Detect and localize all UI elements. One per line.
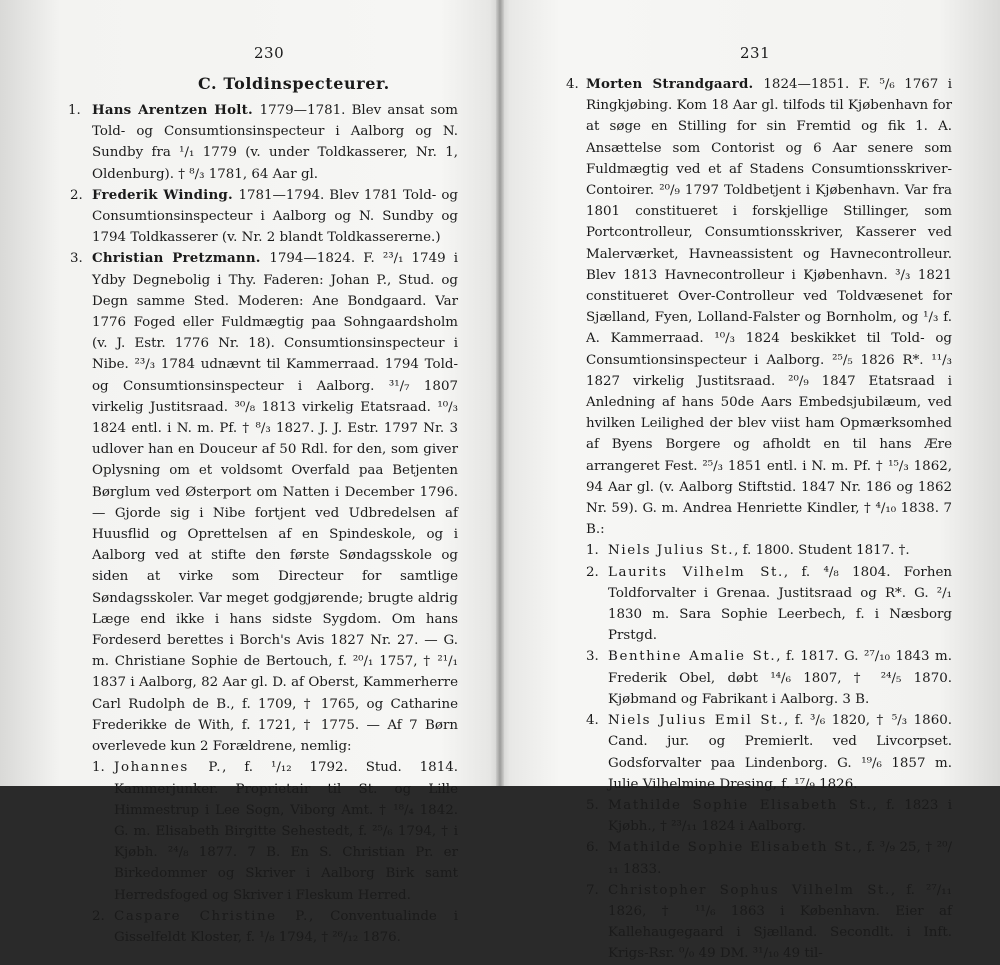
child-name: Christopher Sophus Vilhelm St. bbox=[608, 882, 891, 898]
child-text: , f. ¹/₁₂ 1792. Stud. 1814. Kammerjunker. Proprietair til St. og Lille Himmestrup i Lee Sogn, Viborg Amt. † ¹⁸/₄ 1842. G. m. Elisabeth Birgitte Sehestedt, f. ²⁵/₆ 1794, † i Kjøbh. ²⁴/₈ 1877. 7 B. En S. Christian Pr. er Birkedommer og Skriver i Aalborg Birk samt Herredsfoged og Skriver i Fleskum Herred. bbox=[114, 760, 458, 903]
child-entry bbox=[586, 880, 952, 965]
page-number: 231 bbox=[740, 44, 771, 62]
child-entry bbox=[92, 906, 458, 948]
child-number: 2. bbox=[92, 908, 105, 924]
section-heading: C. Toldinspecteurer. bbox=[198, 74, 390, 93]
child-entry bbox=[586, 540, 952, 561]
child-name: Mathilde Sophie Elisabeth St. bbox=[608, 840, 858, 856]
child-entry bbox=[586, 646, 953, 710]
child-text: , f. 1800. Student 1817. †. bbox=[734, 543, 910, 559]
entry-text: F. ⁵/₆ 1767 i Ringkjøbing. Kom 18 Aar gl. tilfods til Kjøbenhavn for at søge en Stilling for sin Fremtid og fik 1. A. Ansættelse som Contorist og 6 Aar senere som Fuldmægtig ved et af Stadens Consumtionsskriver-Contoirer. ²⁰/₉ 1797 Toldbetjent i Kjøbenhavn. Var fra 1801 constitueret i forskjellige Stillinger, som Portcontrolleur, Consumtionsskriver, Kasserer ved Malerværket, Havneassistent og Havnecontrolleur. Blev 1813 Havnecontrolleur i Kjøbenhavn. ³/₃ 1821 constitueret Over-Controlleur ved Toldvæsenet for Sjælland, Fyen, Lolland-Falster og Bornholm, og ¹/₃ f. A. Kammerraad. ¹⁰/₃ 1824 beskikket til Told- og Consumtionsinspecteur i Aalborg. ²⁵/₅ 1826 R*. ¹¹/₃ 1827 virkelig Justitsraad. ²⁰/₉ 1847 Etatsraad i Anledning af hans 50de Aars Embedsjubilæum, ved hvilken Leilighed der blev viist ham Opmærksomhed af Byens Borgere og afholdt en til hans Ære arrangeret Fest. ²⁵/₃ 1851 entl. i N. m. Pf. † ¹⁵/₃ 1862, 94 Aar gl. (v. Aalborg Stiftstid. 1847 Nr. 186 og 1862 Nr. 59). G. m. Andrea Henriette Kindler, † ⁴/₁₀ 1838. 7 B.: bbox=[586, 77, 952, 538]
child-text: , f. ³/₆ 1820, † ⁵/₃ 1860. Cand. jur. og Premierlt. ved Livcorpset. Godsforvalter paa Lindenborg. G. ¹⁹/₆ 1857 m. Julie Vilhelmine Dresing, f. ¹⁷/₉ 1826. bbox=[608, 713, 952, 792]
child-text: , f. ²⁷/₁₁ 1826, † ¹¹/₆ 1863 i København. Eier af Kallehaugegaard i Sjælland. Secondlt. i Inft. Krigs-Rsr. ⁰/₀ 49 DM. ³¹/₁₀ 49 til- bbox=[608, 882, 952, 962]
entry-dates: 1824—1851. bbox=[763, 77, 859, 92]
entry-text: Blev ansat som Told- og Consumtionsinspecteur i Aalborg og N. Sundby fra ¹/₁ 1779 (v. under Toldkasserer, Nr. 1, Oldenburg). † ⁸/₃ 1781, 64 Aar gl. bbox=[92, 103, 459, 182]
child-entry bbox=[586, 710, 952, 795]
entry-list bbox=[500, 74, 1000, 965]
child-name: Niels Julius Emil St. bbox=[608, 713, 785, 729]
entry-dates: 1794—1824. bbox=[269, 251, 364, 267]
child-name: Niels Julius St. bbox=[608, 543, 735, 559]
child-number: 7. bbox=[586, 882, 599, 898]
children-list bbox=[500, 540, 1000, 964]
entry-dates: 1779—1781. bbox=[259, 103, 352, 118]
child-text: , f. ³/₉ 25, † ²⁰/₁₁ 1833. bbox=[608, 840, 952, 877]
entry bbox=[68, 100, 459, 185]
entry bbox=[70, 248, 458, 757]
entry-name: Hans Arentzen Holt. bbox=[92, 102, 260, 118]
entry-number: 4. bbox=[566, 77, 579, 92]
child-entry bbox=[586, 795, 953, 837]
child-text: , f. ⁴/₈ 1804. Forhen Toldforvalter i Grenaa. Justitsraad og R*. G. ²/₁ 1830 m. Sara Sophie Leerbech, f. i Næsborg Prstgd. bbox=[608, 564, 952, 644]
entry-list bbox=[0, 100, 500, 948]
page-number: 230 bbox=[254, 44, 285, 62]
child-number: 4. bbox=[586, 713, 599, 729]
entry-name: Christian Pretzmann. bbox=[92, 250, 270, 267]
entry-number: 3. bbox=[70, 251, 83, 267]
entry-text: Blev 1781 Told- og Consumtionsinspecteur i Aalborg og N. Sundby og 1794 Toldkasserer (v. Nr. 2 blandt Toldkassererne.) bbox=[92, 187, 458, 246]
child-name: Johannes P. bbox=[114, 760, 223, 776]
child-name: Caspare Christine P. bbox=[114, 908, 309, 924]
entry-name: Frederik Winding. bbox=[92, 186, 239, 203]
child-entry bbox=[92, 757, 458, 905]
child-name: Benthine Amalie St. bbox=[608, 649, 777, 665]
entry-name: Morten Strandgaard. bbox=[586, 76, 764, 92]
entry bbox=[566, 74, 952, 540]
child-text: , f. 1817. G. ²⁷/₁₀ 1843 m. Frederik Obel, døbt ¹⁴/₆ 1807, † ²⁴/₅ 1870. Kjøbmand og Fabrikant i Aalborg. 3 B. bbox=[608, 649, 953, 707]
entry-text: F. ²³/₁ 1749 i Ydby Degnebolig i Thy. Faderen: Johan P., Stud. og Degn samme Sted. Moderen: Ane Bondgaard. Var 1776 Foged eller Fuldmægtig paa Sohngaardsholm (v. J. Estr. 1776 Nr. 18). Consumtionsinspecteur i Nibe. ²³/₃ 1784 udnævnt til Kammerraad. 1794 Told- og Consumtionsinspecteur i Aalborg. ³¹/₇ 1807 virkelig Justitsraad. ³⁰/₈ 1813 virkelig Etatsraad. ¹⁰/₃ 1824 entl. i N. m. Pf. † ⁸/₃ 1827. J. J. Estr. 1797 Nr. 3 udlover han en Douceur af 50 Rdl. for den, som giver Oplysning om et voldsomt Overfald paa Betjenten Børglum ved Østerport om Natten i December 1796. — Gjorde sig i Nibe fortjent ved Udbredelsen af Huusflid og Oprettelsen af en Spindeskole, og i Aalborg ved at stifte den første Søndagsskole og siden at virke som Directeur for samtlige Søndagsskoler. Var meget godgjørende; brugte aldrig Læge end ikke i hans sidste Sygdom. Om hans Fordeserd berettes i Borch's Avis 1827 Nr. 27. — G. m. Christiane Sophie de Bertouch, f. ²⁰/₁ 1757, † ²¹/₁ 1837 i Aalborg, 82 Aar gl. D. af Oberst, Kammerherre Carl Rudolph de B., f. 1709, † 1765, og Catharine Frederikke de With, f. 1721, † 1775. — Af 7 Børn overlevede kun 2 Forældrene, nemlig: bbox=[92, 251, 458, 755]
child-number: 3. bbox=[586, 649, 599, 665]
right-page bbox=[500, 0, 1000, 962]
entry bbox=[70, 185, 458, 249]
child-number: 1. bbox=[92, 760, 105, 776]
child-entry bbox=[586, 837, 952, 879]
child-text: , f. 1823 i Kjøbh., † ²³/₁₁ 1824 i Aalborg. bbox=[608, 797, 953, 835]
child-number: 6. bbox=[586, 840, 599, 856]
entry-dates: 1781—1794. bbox=[238, 187, 330, 203]
child-name: Laurits Vilhelm St. bbox=[608, 564, 784, 580]
child-entry bbox=[586, 562, 952, 647]
entry-number: 1. bbox=[68, 103, 81, 118]
child-name: Mathilde Sophie Elisabeth St. bbox=[608, 797, 873, 813]
left-page bbox=[0, 0, 500, 945]
child-number: 5. bbox=[586, 797, 599, 813]
child-number: 1. bbox=[586, 543, 599, 559]
child-number: 2. bbox=[586, 564, 599, 580]
child-text: , Conventualinde i Gisselfeldt Kloster, f. ¹/₈ 1794, † ²⁶/₁₂ 1876. bbox=[114, 908, 458, 945]
entry-number: 2. bbox=[70, 187, 83, 203]
